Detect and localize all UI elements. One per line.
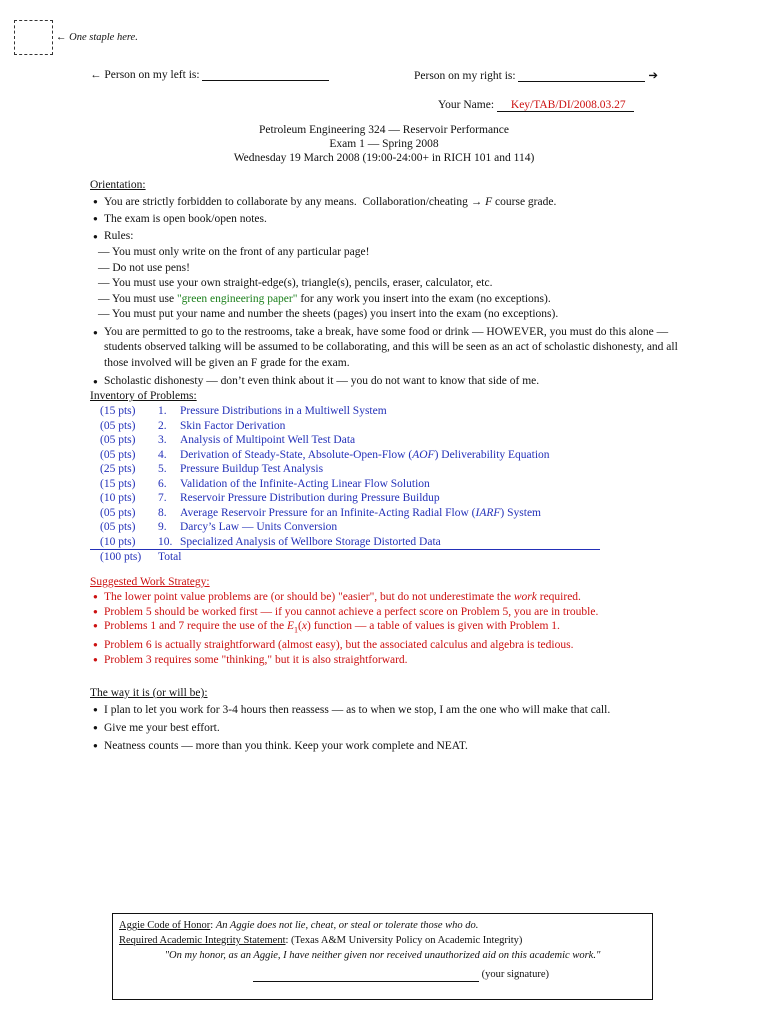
rule-item: — You must put your name and number the sheets (pages) you insert into the exam (no exceptions). — [98, 308, 559, 320]
problem-points: (10 pts) — [100, 492, 136, 504]
problem-title: Darcy’s Law — Units Conversion — [180, 521, 338, 533]
honor-code-label: Aggie Code of Honor — [119, 920, 211, 931]
left-arrow-icon: ← — [56, 32, 67, 43]
left-arrow-icon: ← — [90, 69, 102, 81]
inventory-title: Inventory of Problems: — [90, 390, 197, 402]
total-row — [90, 550, 600, 565]
signature-label: (your signature) — [481, 969, 549, 980]
problem-title: Pressure Buildup Test Analysis — [180, 463, 324, 475]
person-left-label: Person on my left is: — [104, 69, 200, 81]
way-section — [90, 686, 690, 755]
problem-row — [90, 477, 600, 492]
problem-row — [90, 448, 600, 463]
way-item: ● I plan to let you work for 3-4 hours then reassess — as to when we stop, I am the one who will make that call. — [90, 701, 690, 719]
problem-row — [90, 491, 600, 506]
exam-title: Exam 1 — Spring 2008 — [329, 138, 439, 150]
problem-number: 8. — [158, 506, 167, 519]
problem-row — [90, 462, 600, 477]
way-title: The way it is (or will be): — [90, 687, 208, 699]
orientation-item: ● You are permitted to go to the restrooms, take a break, have some food or drink — HOWEVER, you must do this alone — students observed talking will be assumed to be collaborating, and this will be seen as an act of scholastic dishonesty, and all those involved will be given an F grade for the exam. — [90, 325, 690, 372]
orientation-item: ● Scholastic dishonesty — don’t even think about it — you do not want to know that side of me. — [90, 373, 690, 390]
strategy-item: ● Problem 3 requires some "thinking," but it is also straightforward. — [90, 653, 690, 668]
orientation-item: ● You are strictly forbidden to collaborate by any means. Collaboration/cheating → F course grade. — [90, 194, 690, 210]
total-label: Total — [158, 551, 182, 563]
name-row — [438, 99, 634, 112]
strategy-title: Suggested Work Strategy: — [90, 576, 210, 588]
name-field[interactable]: Key/TAB/DI/2008.03.27 — [497, 99, 634, 112]
problem-number: 4. — [158, 448, 167, 461]
name-label: Your Name: — [438, 99, 495, 111]
problem-number: 9. — [158, 521, 167, 533]
orientation-section — [90, 177, 690, 390]
honor-box — [112, 913, 653, 1000]
person-right-field[interactable] — [518, 69, 645, 82]
honor-code-text: An Aggie does not lie, cheat, or steal or tolerate those who do. — [215, 920, 479, 931]
green-paper-text: "green engineering paper" — [176, 292, 298, 305]
strategy-item: ● The lower point value problems are (or should be) "easier", but do not underestimate the work required. — [90, 590, 690, 605]
staple-note — [56, 32, 138, 43]
problem-title: Validation of the Infinite-Acting Linear Flow Solution — [180, 477, 430, 490]
problem-number: 1. — [158, 405, 167, 417]
problem-title: Pressure Distributions in a Multiwell System — [180, 405, 387, 417]
rule-item: — You must use "green engineering paper" for any work you insert into the exam (no exceptions). — [98, 292, 551, 305]
signature-row — [119, 967, 646, 982]
problem-title: Reservoir Pressure Distribution during Pressure Buildup — [180, 492, 440, 504]
integrity-statement-line: Required Academic Integrity Statement: (Texas A&M University Policy on Academic Integrity) — [119, 935, 523, 946]
problem-title: Derivation of Steady-State, Absolute-Open-Flow (AOF) Deliverability Equation — [180, 448, 550, 461]
total-points: (100 pts) — [100, 551, 142, 563]
problem-points: (15 pts) — [100, 405, 136, 417]
problem-title: Average Reservoir Pressure for an Infinite-Acting Radial Flow (IARF) System — [180, 506, 541, 519]
orientation-item: ● The exam is open book/open notes. — [90, 210, 690, 228]
problem-number: 6. — [158, 477, 167, 490]
rule-item: — You must use your own straight-edge(s), triangle(s), pencils, eraser, calculator, etc. — [98, 277, 493, 289]
problem-points: (05 pts) — [100, 448, 136, 461]
problem-points: (05 pts) — [100, 434, 136, 446]
problem-number: 5. — [158, 463, 167, 475]
problem-points: (05 pts) — [100, 506, 136, 519]
course-title: Petroleum Engineering 324 — Reservoir Performance — [258, 124, 510, 136]
problem-points: (05 pts) — [100, 521, 136, 533]
orientation-title: Orientation: — [90, 179, 146, 191]
way-item: ● Give me your best effort. — [90, 719, 690, 737]
strategy-item: ● Problem 5 should be worked first — if you cannot achieve a perfect score on Problem 5, you are in trouble. — [90, 605, 690, 620]
problem-row — [90, 535, 600, 550]
problem-row — [90, 419, 600, 434]
problems-table — [90, 404, 600, 565]
problem-number: 3. — [158, 434, 167, 446]
person-right-label: Person on my right is: — [414, 70, 516, 82]
integrity-statement-text: (Texas A&M University Policy on Academic Integrity) — [291, 935, 523, 946]
staple-text: One staple here. — [69, 32, 138, 43]
staple-box — [14, 20, 53, 55]
right-arrow-icon: ➔ — [648, 70, 658, 82]
problem-row — [90, 520, 600, 535]
problem-title: Analysis of Multipoint Well Test Data — [180, 434, 356, 446]
person-right-row — [414, 68, 658, 82]
problem-number: 7. — [158, 492, 167, 504]
strategy-item: ● Problem 6 is actually straightforward (almost easy), but the associated calculus and algebra is tedious. — [90, 638, 690, 653]
problem-points: (15 pts) — [100, 477, 136, 490]
rules-list — [90, 245, 690, 323]
orientation-item: ● Rules: — [90, 228, 690, 245]
exam-date: Wednesday 19 March 2008 (19:00-24:00+ in RICH 101 and 114) — [233, 152, 535, 164]
inventory-section — [90, 388, 690, 565]
integrity-statement-label: Required Academic Integrity Statement — [119, 935, 286, 946]
problem-row — [90, 506, 600, 521]
problem-number: 10. — [158, 535, 180, 550]
problem-points: (05 pts) — [100, 419, 136, 432]
rule-item: — Do not use pens! — [98, 261, 190, 274]
exam-header — [0, 123, 768, 165]
problem-row — [90, 433, 600, 448]
signature-field[interactable] — [253, 969, 479, 982]
honor-code-line: Aggie Code of Honor: An Aggie does not lie, cheat, or steal or tolerate those who do. — [119, 920, 479, 931]
honor-pledge: "On my honor, as an Aggie, I have neither given nor received unauthorized aid on this academic work." — [164, 950, 601, 961]
strategy-section — [90, 575, 690, 667]
problem-points: (25 pts) — [100, 463, 136, 475]
rule-item: — You must only write on the front of any particular page! — [98, 246, 370, 258]
person-left-row — [90, 68, 329, 81]
strategy-item: ● Problems 1 and 7 require the use of the $E_1(x)$ function — a table of values is given with Problem 1. — [90, 619, 690, 638]
way-item: ● Neatness counts — more than you think. Keep your work complete and NEAT. — [90, 737, 690, 755]
problem-number: 2. — [158, 419, 167, 432]
problem-points: (10 pts) — [90, 535, 158, 550]
problem-title: Skin Factor Derivation — [180, 419, 286, 432]
problem-title: Specialized Analysis of Wellbore Storage Distorted Data — [180, 535, 600, 550]
person-left-field[interactable] — [202, 68, 329, 81]
problem-row — [90, 404, 600, 419]
